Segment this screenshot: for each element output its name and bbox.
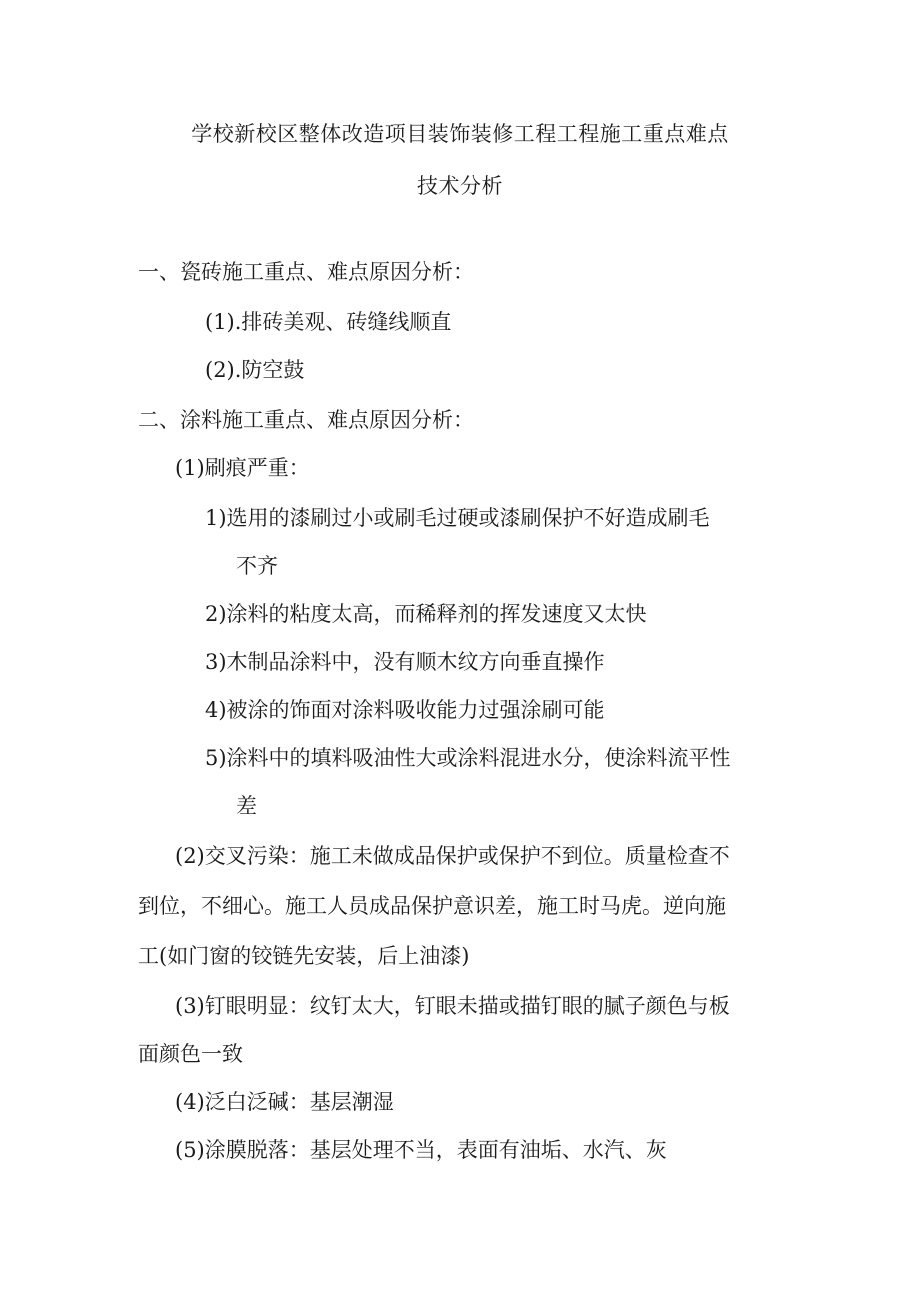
section1-item-1: (1).排砖美观、砖缝线顺直 [205,310,452,334]
document-title-line2: 技术分析 [417,174,503,198]
section2-heading: 二、涂料施工重点、难点原因分析： [138,408,474,432]
para3-line1: (3)钉眼明显：纹钉太大，钉眼未描或描钉眼的腻子颜色与板 [175,994,730,1018]
para2-line1: (2)交叉污染：施工未做成品保护或保护不到位。质量检查不 [175,844,730,868]
para3-line2: 面颜色一致 [138,1042,243,1066]
sub1-item-2: 2)涂料的粘度太高，而稀释剂的挥发速度又太快 [205,602,647,626]
sub1-item-4: 4)被涂的饰面对涂料吸收能力过强涂刷可能 [205,698,605,722]
document-title-line1: 学校新校区整体改造项目装饰装修工程工程施工重点难点 [191,122,729,146]
para5: (5)涂膜脱落：基层处理不当，表面有油垢、水汽、灰 [175,1138,667,1162]
sub1-item-1-cont: 不齐 [236,554,278,578]
sub1-item-3: 3)木制品涂料中，没有顺木纹方向垂直操作 [205,650,605,674]
section2-sub1-heading: (1)刷痕严重： [175,456,310,480]
section1-item-2: (2).防空鼓 [205,358,305,382]
section1-heading: 一、瓷砖施工重点、难点原因分析： [138,260,474,284]
para2-line3: 工(如门窗的铰链先安装，后上油漆) [138,944,470,968]
sub1-item-5-cont: 差 [236,794,257,818]
para4: (4)泛白泛碱：基层潮湿 [175,1090,394,1114]
sub1-item-5: 5)涂料中的填料吸油性大或涂料混进水分，使涂料流平性 [205,746,731,770]
para2-line2: 到位，不细心。施工人员成品保护意识差，施工时马虎。逆向施 [138,894,726,918]
sub1-item-1: 1)选用的漆刷过小或刷毛过硬或漆刷保护不好造成刷毛 [205,506,710,530]
